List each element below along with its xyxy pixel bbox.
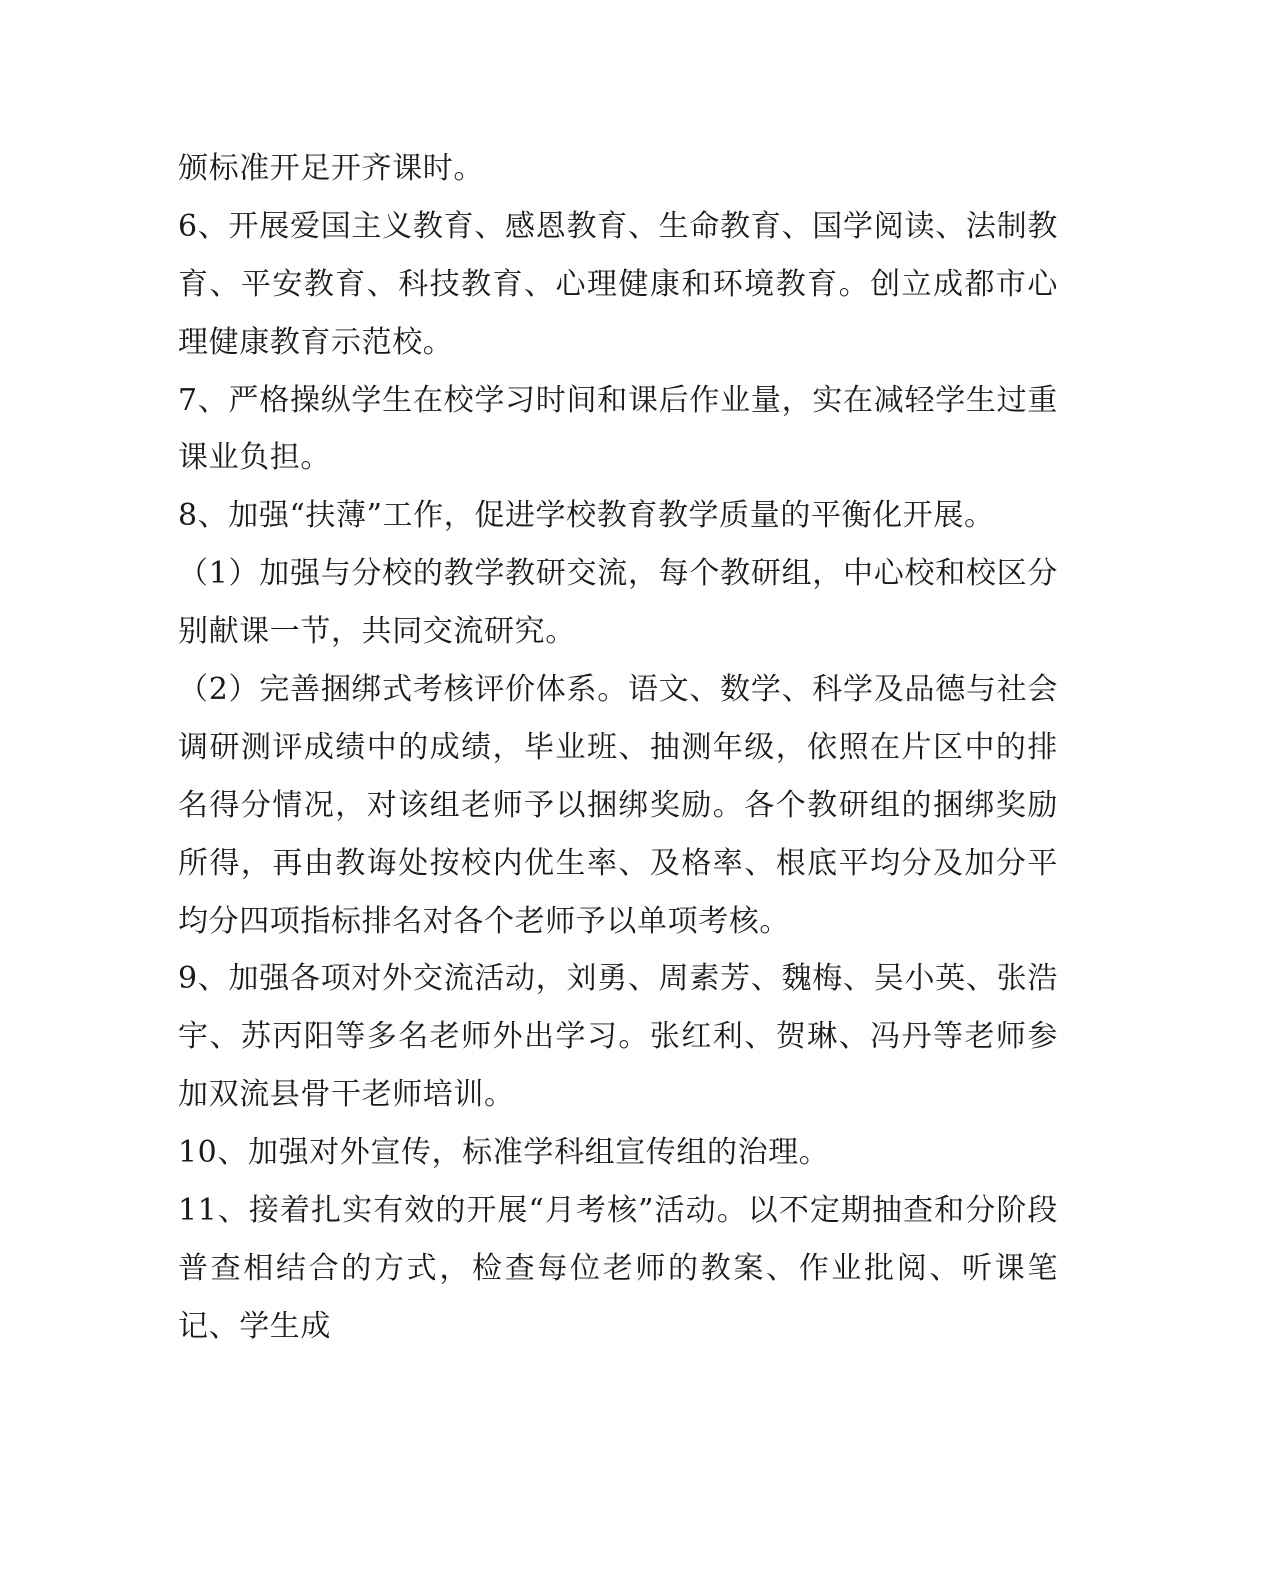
paragraph: 9、加强各项对外交流活动，刘勇、周素芳、魏梅、吴小英、张浩宇、苏丙阳等多名老师外出学习。张红利、贺琳、冯丹等老师参加双流县骨干老师培训。 <box>178 961 1058 1113</box>
paragraph: （2）完善捆绑式考核评价体系。语文、数学、科学及品德与社会调研测评成绩中的成绩，毕业班、抽测年级，依照在片区中的排名得分情况，对该组老师予以捆绑奖励。各个教研组的捆绑奖励所得，再由教诲处按校内优生率、及格率、根底平均分及加分平均分四项指标排名对各个老师予以单项考核。 <box>178 672 1058 939</box>
paragraph: 颁标准开足开齐课时。 <box>178 151 484 186</box>
paragraph: 8、加强“扶薄”工作，促进学校教育教学质量的平衡化开展。 <box>178 498 995 534</box>
paragraph: 6、开展爱国主义教育、感恩教育、生命教育、国学阅读、法制教育、平安教育、科技教育、心理健康和环境教育。创立成都市心理健康教育示范校。 <box>178 208 1058 360</box>
paragraph: （1）加强与分校的教学教研交流，每个教研组，中心校和校区分别献课一节，共同交流研究。 <box>178 556 1058 650</box>
paragraph: 7、严格操纵学生在校学习时间和课后作业量，实在减轻学生过重课业负担。 <box>178 382 1058 476</box>
document-text-body <box>178 140 1058 1356</box>
paragraph: 11、接着扎实有效的开展“月考核”活动。以不定期抽查和分阶段普查相结合的方式，检查每位老师的教案、作业批阅、听课笔记、学生成 <box>178 1193 1058 1344</box>
paragraph: 10、加强对外宣传，标准学科组宣传组的治理。 <box>178 1135 830 1171</box>
